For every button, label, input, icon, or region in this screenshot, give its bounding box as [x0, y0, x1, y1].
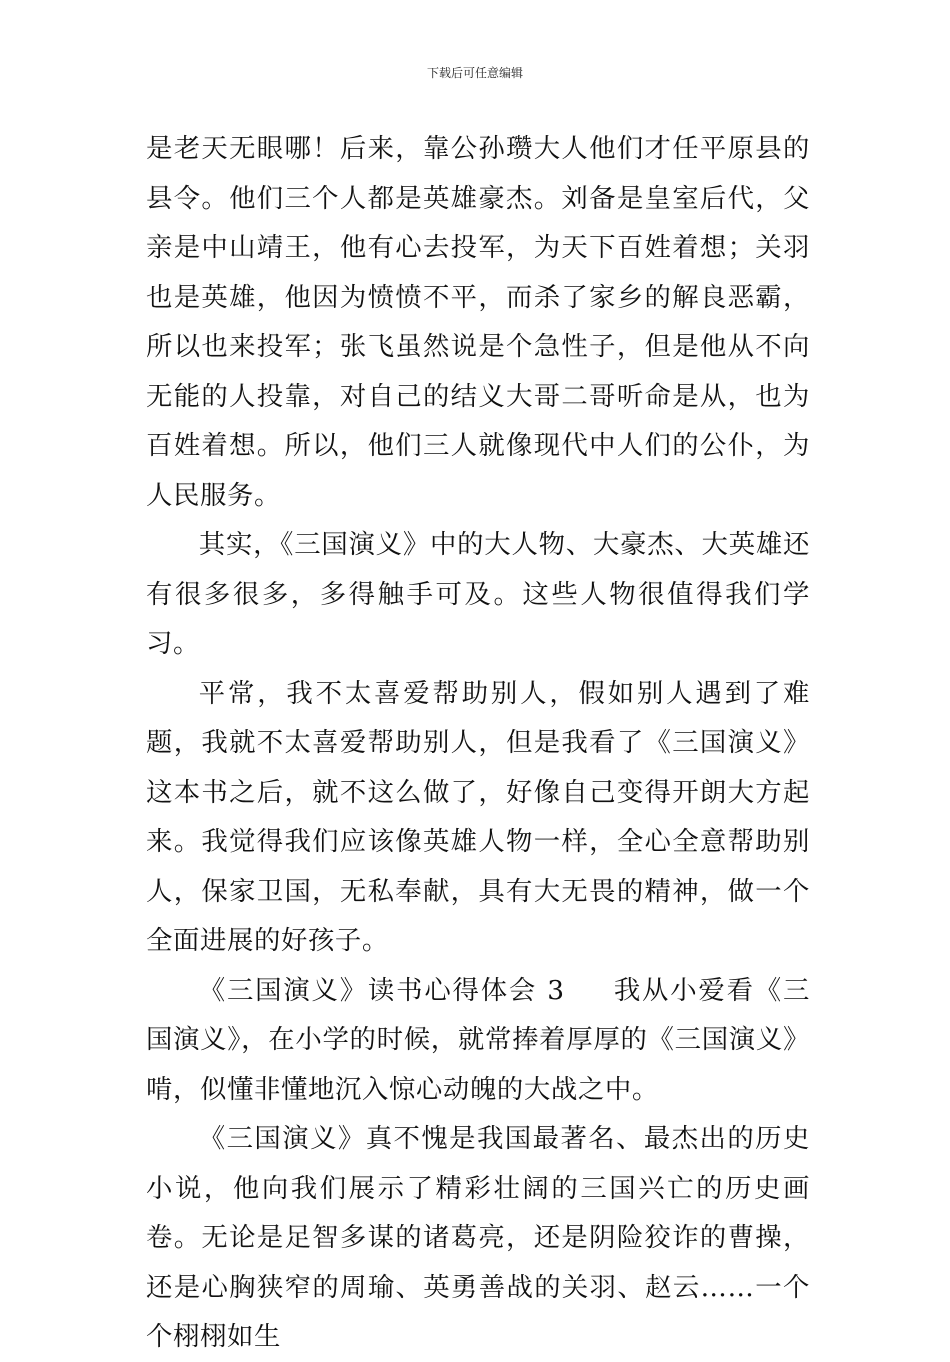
paragraph-novel-praise: 《三国演义》真不愧是我国最著名、最杰出的历史小说，他向我们展示了精彩壮阔的三国兴亡的历史画卷。无论是足智多谋的诸葛亮，还是阴险狡诈的曹操，还是心胸狭窄的周瑜、英勇善战的关羽、赵云……一个个栩栩如生	[146, 1123, 810, 1352]
essay-3-opening: 我从小爱看《三国演义》，在小学的时候，就常捧着厚厚的《三国演义》啃，似懂非懂地沉入惊心动魄的大战之中。	[146, 974, 810, 1105]
paragraph-many-heroes: 其实，《三国演义》中的大人物、大豪杰、大英雄还有很多很多，多得触手可及。这些人物很值得我们学习。	[146, 529, 810, 659]
essay-3-title: 《三国演义》读书心得体会 3	[198, 974, 565, 1006]
paragraph-heroes: 是老天无眼哪！后来，靠公孙瓒大人他们才任平原县的县令。他们三个人都是英雄豪杰。刘备是皇室后代，父亲是中山靖王，他有心去投军，为天下百姓着想；关羽也是英雄，他因为愤愤不平，而杀了家乡的解良恶霸，所以也来投军；张飞虽然说是个急性子，但是他从不向无能的人投靠，对自己的结义大哥二哥听命是从，也为百姓着想。所以，他们三人就像现代中人们的公仆，为人民服务。	[146, 133, 810, 511]
document-body	[146, 124, 810, 1362]
paragraph-essay-3-intro	[146, 966, 810, 1115]
page-header: 下载后可任意编辑	[426, 66, 523, 80]
paragraph-helping-others: 平常，我不太喜爱帮助别人，假如别人遇到了难题，我就不太喜爱帮助别人，但是我看了《三国演义》这本书之后，就不这么做了，好像自己变得开朗大方起来。我觉得我们应该像英雄人物一样，全心全意帮助别人，保家卫国，无私奉献，具有大无畏的精神，做一个全面进展的好孩子。	[146, 677, 810, 956]
